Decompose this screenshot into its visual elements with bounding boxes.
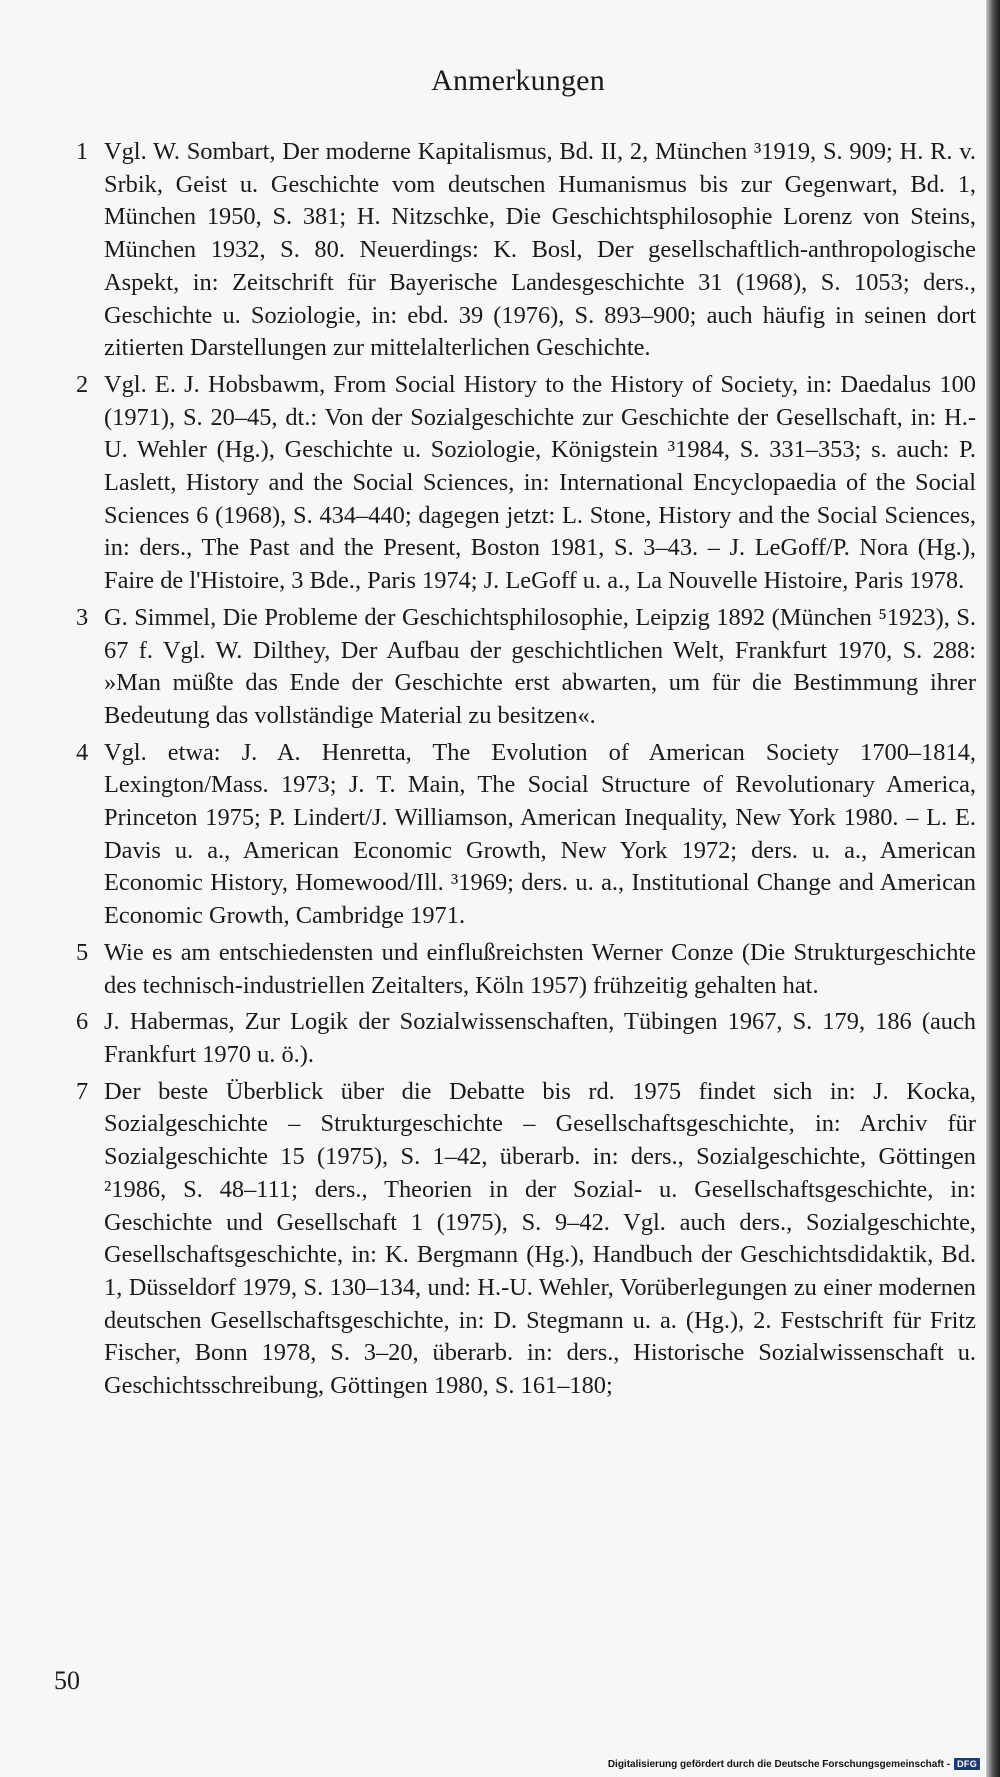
note-number: 6 bbox=[76, 1008, 89, 1036]
note-1 bbox=[70, 136, 976, 365]
dfg-logo: DFG bbox=[954, 1758, 980, 1770]
note-6 bbox=[70, 1006, 976, 1071]
page-number: 50 bbox=[54, 1666, 80, 1695]
note-text: Vgl. E. J. Hobsbawm, From Social History to the History of Society, in: Daedalus 100 (1971), S. 20–45, dt.: Von der Sozialgeschichte zur Geschichte der Gesellschaft, in: H.-U. Wehler (Hg.), Geschichte u. Soziologie, Königstein ³1984, S. 331–353; s. auch: P. Laslett, History and the Social Sciences, in: International Encyclopaedia of the Social Sciences 6 (1968), S. 434–440; dagegen jetzt: L. Stone, History and the Social Sciences, in: ders., The Past and the Present, Boston 1981, S. 3–43. – J. LeGoff/P. Nora (Hg.), Faire de l'Histoire, 3 Bde., Paris 1974; J. LeGoff u. a., La Nouvelle Histoire, Paris 1978. bbox=[104, 370, 976, 595]
note-number: 1 bbox=[76, 138, 89, 165]
note-3 bbox=[70, 602, 976, 733]
page-title: Anmerkungen bbox=[431, 64, 605, 97]
note-text: Der beste Überblick über die Debatte bis rd. 1975 findet sich in: J. Kocka, Sozialgeschichte – Strukturgeschichte – Gesellschaftsgeschichte, in: Archiv für Sozialgeschichte 15 (1975), S. 1–42, überarb. in: ders., Sozialgeschichte, Göttingen ²1986, S. 48–111; ders., Theorien in der Sozial- u. Gesellschaftsgeschichte, in: Geschichte und Gesellschaft 1 (1975), S. 9–42. Vgl. auch ders., Sozialgeschichte, Gesellschaftsgeschichte, in: K. Bergmann (Hg.), Handbuch der Geschichtsdidaktik, Bd. 1, Düsseldorf 1979, S. 130–134, und: H.-U. Wehler, Vorüberlegungen zu einer modernen deutschen Gesellschaftsgeschichte, in: D. Stegmann u. a. (Hg.), 2. Festschrift für Fritz Fischer, Bonn 1978, S. 3–20, überarb. in: ders., Historische Sozialwissenschaft u. Geschichtsschreibung, Göttingen 1980, S. 161–180; bbox=[104, 1077, 976, 1400]
digitization-credit bbox=[608, 1758, 980, 1770]
note-text: Wie es am entschiedensten und einflußreichsten Werner Conze (Die Strukturgeschichte des technisch-industriellen Zeitalters, Köln 1957) frühzeitig gehalten hat. bbox=[104, 938, 976, 999]
credit-text: Digitalisierung gefördert durch die Deutsche Forschungsgemeinschaft - bbox=[607, 1758, 951, 1770]
note-2 bbox=[70, 369, 976, 598]
note-5 bbox=[70, 937, 976, 1002]
notes-list bbox=[70, 136, 976, 1407]
note-number: 3 bbox=[76, 603, 89, 631]
note-text: Vgl. etwa: J. A. Henretta, The Evolution of American Society 1700–1814, Lexington/Mass. 1973; J. T. Main, The Social Structure of Revolutionary America, Princeton 1975; P. Lindert/J. Williamson, American Inequality, New York 1980. – L. E. Davis u. a., American Economic Growth, New York 1972; ders. u. a., American Economic History, Homewood/Ill. ³1969; ders. u. a., Institutional Change and American Economic Growth, Cambridge 1971. bbox=[104, 738, 976, 930]
note-4 bbox=[70, 737, 976, 933]
note-text: J. Habermas, Zur Logik der Sozialwissenschaften, Tübingen 1967, S. 179, 186 (auch Frankfurt 1970 u. ö.). bbox=[104, 1008, 976, 1068]
note-text: Vgl. W. Sombart, Der moderne Kapitalismus, Bd. II, 2, München ³1919, S. 909; H. R. v. Srbik, Geist u. Geschichte vom deutschen Humanismus bis zur Gegenwart, Bd. 1, München 1950, S. 381; H. Nitzschke, Die Geschichtsphilosophie Lorenz von Steins, München 1932, S. 80. Neuerdings: K. Bosl, Der gesellschaftlich-anthropologische Aspekt, in: Zeitschrift für Bayerische Landesgeschichte 31 (1968), S. 1053; ders., Geschichte u. Soziologie, in: ebd. 39 (1976), S. 893–900; auch häufig in seinen dort zitierten Darstellungen zur mittelalterlichen Geschichte. bbox=[104, 138, 976, 362]
note-number: 5 bbox=[76, 938, 89, 966]
note-7 bbox=[70, 1076, 976, 1403]
page-gutter-shadow bbox=[986, 0, 1000, 1777]
note-number: 2 bbox=[76, 370, 89, 398]
note-text: G. Simmel, Die Probleme der Geschichtsphilosophie, Leipzig 1892 (München ⁵1923), S. 67 f. Vgl. W. Dilthey, Der Aufbau der geschichtlichen Welt, Frankfurt 1970, S. 288: »Man müßte das Ende der Geschichte erst abwarten, um für die Bestimmung ihrer Bedeutung das vollständige Material zu besitzen«. bbox=[104, 603, 976, 729]
note-number: 7 bbox=[76, 1077, 89, 1105]
note-number: 4 bbox=[76, 738, 89, 766]
